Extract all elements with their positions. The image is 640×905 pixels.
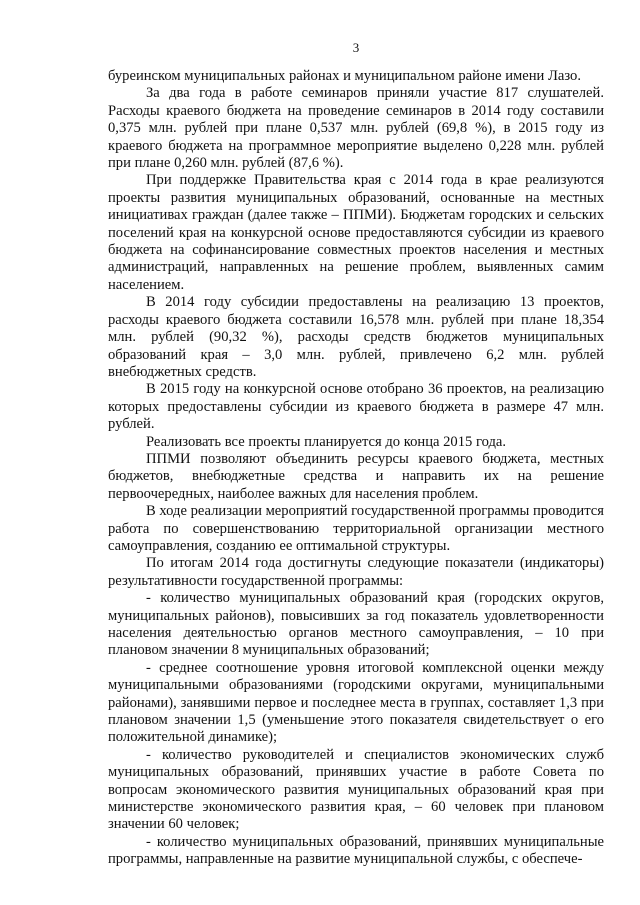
- page-number: 3: [352, 40, 360, 55]
- list-item-indicator-1: - количество муниципальных образований края (городских округов, муниципальных районов), повысивших за год показатель удовлетворенности населения деятельностью органов местного самоуправления, – 10 при плановом значении 8 муниципальных образований;: [108, 590, 604, 659]
- paragraph-7: ППМИ позволяют объединить ресурсы краевого бюджета, местных бюджетов, внебюджетные средства и направить их на решение первоочередных, наиболее важных для населения проблем.: [108, 450, 604, 502]
- paragraph-6: Реализовать все проекты планируется до конца 2015 года.: [146, 433, 507, 450]
- paragraph-2: За два года в работе семинаров приняли участие 817 слушателей. Расходы краевого бюджета на проведение семинаров в 2014 году составили 0,375 млн. рублей при плане 0,537 млн. рублей (69,8 %), в 2015 году из краевого бюджета на программное мероприятие выделено 0,228 млн. рублей при плане 0,260 млн. рублей (87,6 %).: [108, 85, 604, 172]
- paragraph-9: По итогам 2014 года достигнуты следующие показатели (индикаторы) результативности государственной программы:: [108, 555, 604, 589]
- paragraph-1: буреинском муниципальных районах и муниципальном районе имени Лазо.: [108, 68, 581, 84]
- paragraph-4: В 2014 году субсидии предоставлены на реализацию 13 проектов, расходы краевого бюджета составили 16,578 млн. рублей при плане 18,354 млн. рублей (90,32 %), расходы средств бюджетов муниципальных образований края – 3,0 млн. рублей, привлечено 6,2 млн. рублей внебюджетных средств.: [108, 294, 604, 380]
- paragraph-5: В 2015 году на конкурсной основе отобрано 36 проектов, на реализацию которых предоставлены субсидии из краевого бюджета в размере 47 млн. рублей.: [108, 381, 604, 433]
- document-body: [108, 68, 604, 869]
- list-item-indicator-3: - количество руководителей и специалистов экономических служб муниципальных образований, принявших участие в работе Совета по вопросам экономического развития муниципальных образований края при министерстве экономического развития края, – 60 человек при плановом значении 60 человек;: [108, 746, 604, 833]
- list-item-indicator-4: - количество муниципальных образований, принявших муниципальные программы, направленные на развитие муниципальной службы, с обеспече-: [108, 833, 604, 868]
- paragraph-3: При поддержке Правительства края с 2014 года в крае реализуются проекты развития муниципальных образований, основанные на местных инициативах граждан (далее также – ППМИ). Бюджетам городских и сельских поселений края на конкурсной основе предоставляются субсидии из краевого бюджета на софинансирование совместных проектов населения и местных администраций, направленных на решение проблем, выявленных самим населением.: [108, 172, 604, 293]
- list-item-indicator-2: - среднее соотношение уровня итоговой комплексной оценки между муниципальными образованиями (городскими округами, муниципальными районами), занявшими первое и последнее места в группах, составляет 1,3 при плановом значении 1,5 (уменьшение этого показателя свидетельствует о его положительной динамике);: [108, 659, 604, 746]
- paragraph-8: В ходе реализации мероприятий государственной программы проводится работа по совершенствованию территориальной организации местного самоуправления, созданию ее оптимальной структуры.: [108, 503, 604, 554]
